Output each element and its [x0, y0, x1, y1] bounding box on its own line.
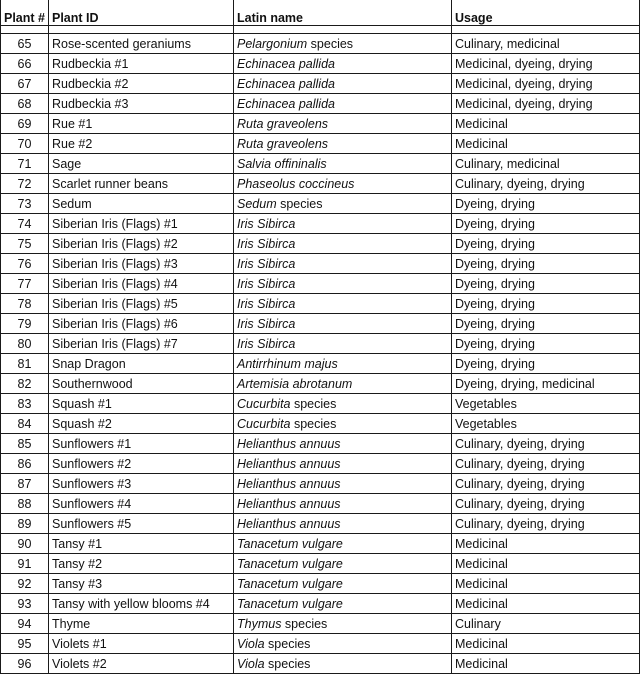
plant-id-cell: Siberian Iris (Flags) #2 [49, 234, 234, 254]
latin-name-italic: Iris Sibirca [237, 296, 296, 311]
table-row [1, 354, 640, 374]
latin-name-suffix: species [290, 416, 337, 431]
latin-name-italic: Ruta graveolens [237, 116, 329, 131]
usage-cell: Dyeing, drying [452, 194, 640, 214]
table-row [1, 514, 640, 534]
plant-number-cell: 86 [1, 454, 49, 474]
plant-number-cell: 76 [1, 254, 49, 274]
latin-name-cell [234, 174, 452, 194]
latin-name-italic: Helianthus annuus [237, 436, 341, 451]
table-row [1, 294, 640, 314]
latin-name-cell [234, 134, 452, 154]
latin-name-cell [234, 514, 452, 534]
usage-cell: Medicinal [452, 534, 640, 554]
plant-id-cell: Sunflowers #5 [49, 514, 234, 534]
plant-number-cell: 82 [1, 374, 49, 394]
latin-name-cell [234, 534, 452, 554]
plant-number-cell: 69 [1, 114, 49, 134]
plant-number-cell: 95 [1, 634, 49, 654]
plant-id-cell: Sunflowers #4 [49, 494, 234, 514]
usage-cell: Dyeing, drying [452, 334, 640, 354]
usage-cell: Medicinal, dyeing, drying [452, 74, 640, 94]
usage-cell: Medicinal [452, 114, 640, 134]
latin-name-cell [234, 594, 452, 614]
usage-cell: Dyeing, drying [452, 294, 640, 314]
latin-name-cell [234, 114, 452, 134]
latin-name-cell [234, 234, 452, 254]
header-row [1, 0, 640, 26]
latin-name-italic: Iris Sibirca [237, 256, 296, 271]
plant-id-cell: Sunflowers #2 [49, 454, 234, 474]
spacer-row [1, 26, 640, 34]
table-row [1, 234, 640, 254]
latin-name-suffix: species [281, 616, 328, 631]
latin-name-cell [234, 394, 452, 414]
latin-name-italic: Tanacetum vulgare [237, 596, 343, 611]
latin-name-cell [234, 634, 452, 654]
latin-name-cell [234, 54, 452, 74]
latin-name-italic: Echinacea pallida [237, 76, 335, 91]
latin-name-italic: Echinacea pallida [237, 96, 335, 111]
latin-name-italic: Tanacetum vulgare [237, 536, 343, 551]
plant-id-cell: Squash #1 [49, 394, 234, 414]
latin-name-cell [234, 354, 452, 374]
latin-name-cell [234, 574, 452, 594]
table-row [1, 614, 640, 634]
latin-name-cell [234, 194, 452, 214]
table-row [1, 174, 640, 194]
latin-name-italic: Sedum [237, 196, 277, 211]
plant-id-cell: Tansy #1 [49, 534, 234, 554]
table-row [1, 374, 640, 394]
latin-name-cell [234, 254, 452, 274]
plant-number-cell: 92 [1, 574, 49, 594]
plant-id-cell: Siberian Iris (Flags) #6 [49, 314, 234, 334]
usage-cell: Dyeing, drying [452, 214, 640, 234]
plant-number-cell: 80 [1, 334, 49, 354]
latin-name-cell [234, 294, 452, 314]
usage-cell: Medicinal [452, 654, 640, 674]
latin-name-cell [234, 554, 452, 574]
table-row [1, 334, 640, 354]
usage-cell: Culinary, dyeing, drying [452, 434, 640, 454]
plant-id-cell: Southernwood [49, 374, 234, 394]
latin-name-italic: Viola [237, 656, 265, 671]
latin-name-italic: Helianthus annuus [237, 456, 341, 471]
latin-name-italic: Thymus [237, 616, 282, 631]
plant-id-cell: Tansy #2 [49, 554, 234, 574]
plant-id-cell: Sage [49, 154, 234, 174]
usage-cell: Dyeing, drying [452, 254, 640, 274]
usage-cell: Medicinal [452, 134, 640, 154]
latin-name-cell [234, 374, 452, 394]
latin-name-italic: Iris Sibirca [237, 336, 296, 351]
plant-id-cell: Scarlet runner beans [49, 174, 234, 194]
table-row [1, 134, 640, 154]
latin-name-cell [234, 434, 452, 454]
plant-id-cell: Tansy #3 [49, 574, 234, 594]
plant-number-cell: 72 [1, 174, 49, 194]
latin-name-italic: Iris Sibirca [237, 316, 296, 331]
plant-number-cell: 81 [1, 354, 49, 374]
table-row [1, 194, 640, 214]
plant-id-cell: Tansy with yellow blooms #4 [49, 594, 234, 614]
latin-name-cell [234, 94, 452, 114]
table-row [1, 574, 640, 594]
latin-name-italic: Iris Sibirca [237, 236, 296, 251]
plant-id-cell: Rudbeckia #3 [49, 94, 234, 114]
usage-cell: Medicinal [452, 594, 640, 614]
plant-number-cell: 84 [1, 414, 49, 434]
plant-number-cell: 88 [1, 494, 49, 514]
table-row [1, 434, 640, 454]
usage-cell: Vegetables [452, 414, 640, 434]
plant-id-cell: Thyme [49, 614, 234, 634]
latin-name-cell [234, 34, 452, 54]
usage-cell: Medicinal [452, 634, 640, 654]
usage-cell: Medicinal [452, 574, 640, 594]
latin-name-suffix: species [264, 656, 311, 671]
table-row [1, 494, 640, 514]
usage-cell: Culinary, dyeing, drying [452, 494, 640, 514]
plant-number-cell: 73 [1, 194, 49, 214]
plant-number-cell: 75 [1, 234, 49, 254]
latin-name-italic: Pelargonium [237, 36, 308, 51]
latin-name-italic: Viola [237, 636, 265, 651]
latin-name-italic: Echinacea pallida [237, 56, 335, 71]
usage-cell: Culinary, dyeing, drying [452, 454, 640, 474]
latin-name-cell [234, 154, 452, 174]
table-row [1, 154, 640, 174]
plant-id-cell: Sunflowers #3 [49, 474, 234, 494]
latin-name-italic: Helianthus annuus [237, 516, 341, 531]
header-usage: Usage [452, 0, 640, 26]
header-latin-name: Latin name [234, 0, 452, 26]
plant-id-cell: Violets #1 [49, 634, 234, 654]
latin-name-cell [234, 274, 452, 294]
latin-name-cell [234, 474, 452, 494]
plant-number-cell: 65 [1, 34, 49, 54]
table-row [1, 214, 640, 234]
header-plant-id: Plant ID [49, 0, 234, 26]
table-row [1, 94, 640, 114]
latin-name-italic: Cucurbita [237, 396, 291, 411]
plant-number-cell: 67 [1, 74, 49, 94]
latin-name-suffix: species [307, 36, 354, 51]
plant-number-cell: 71 [1, 154, 49, 174]
latin-name-cell [234, 414, 452, 434]
table-row [1, 274, 640, 294]
plant-id-cell: Rose-scented geraniums [49, 34, 234, 54]
plant-id-cell: Rue #1 [49, 114, 234, 134]
latin-name-cell [234, 614, 452, 634]
latin-name-italic: Phaseolus coccineus [237, 176, 355, 191]
table-row [1, 594, 640, 614]
table-row [1, 454, 640, 474]
table-row [1, 254, 640, 274]
usage-cell: Dyeing, drying [452, 314, 640, 334]
table-row [1, 414, 640, 434]
plant-number-cell: 77 [1, 274, 49, 294]
plant-id-cell: Rudbeckia #1 [49, 54, 234, 74]
table-row [1, 114, 640, 134]
plant-id-cell: Rudbeckia #2 [49, 74, 234, 94]
latin-name-italic: Helianthus annuus [237, 476, 341, 491]
usage-cell: Medicinal, dyeing, drying [452, 54, 640, 74]
plant-number-cell: 83 [1, 394, 49, 414]
plant-id-cell: Sedum [49, 194, 234, 214]
table-row [1, 314, 640, 334]
plant-number-cell: 79 [1, 314, 49, 334]
table-row [1, 34, 640, 54]
usage-cell: Culinary, medicinal [452, 154, 640, 174]
plant-number-cell: 74 [1, 214, 49, 234]
plant-number-cell: 85 [1, 434, 49, 454]
plant-number-cell: 68 [1, 94, 49, 114]
plant-number-cell: 91 [1, 554, 49, 574]
plant-id-cell: Sunflowers #1 [49, 434, 234, 454]
plant-number-cell: 66 [1, 54, 49, 74]
plant-id-cell: Siberian Iris (Flags) #7 [49, 334, 234, 354]
usage-cell: Vegetables [452, 394, 640, 414]
latin-name-italic: Helianthus annuus [237, 496, 341, 511]
usage-cell: Dyeing, drying, medicinal [452, 374, 640, 394]
plant-id-cell: Squash #2 [49, 414, 234, 434]
latin-name-italic: Antirrhinum majus [237, 356, 338, 371]
latin-name-cell [234, 454, 452, 474]
table-row [1, 474, 640, 494]
latin-name-italic: Artemisia abrotanum [237, 376, 353, 391]
latin-name-cell [234, 334, 452, 354]
plant-id-cell: Snap Dragon [49, 354, 234, 374]
usage-cell: Medicinal, dyeing, drying [452, 94, 640, 114]
latin-name-italic: Ruta graveolens [237, 136, 329, 151]
plant-id-cell: Siberian Iris (Flags) #3 [49, 254, 234, 274]
plant-number-cell: 90 [1, 534, 49, 554]
plant-number-cell: 89 [1, 514, 49, 534]
table-body [1, 34, 640, 674]
latin-name-italic: Tanacetum vulgare [237, 576, 343, 591]
table-row [1, 534, 640, 554]
latin-name-cell [234, 214, 452, 234]
latin-name-italic: Salvia offininalis [237, 156, 327, 171]
plant-number-cell: 78 [1, 294, 49, 314]
table-row [1, 554, 640, 574]
plant-number-cell: 94 [1, 614, 49, 634]
latin-name-cell [234, 494, 452, 514]
usage-cell: Culinary, dyeing, drying [452, 474, 640, 494]
spacer-cell [234, 26, 452, 34]
plant-number-cell: 96 [1, 654, 49, 674]
latin-name-suffix: species [276, 196, 323, 211]
latin-name-suffix: species [264, 636, 311, 651]
plant-id-cell: Violets #2 [49, 654, 234, 674]
usage-cell: Culinary, dyeing, drying [452, 514, 640, 534]
usage-cell: Culinary [452, 614, 640, 634]
spacer-cell [49, 26, 234, 34]
latin-name-cell [234, 654, 452, 674]
plant-id-cell: Rue #2 [49, 134, 234, 154]
usage-cell: Medicinal [452, 554, 640, 574]
latin-name-suffix: species [290, 396, 337, 411]
usage-cell: Dyeing, drying [452, 274, 640, 294]
plant-id-cell: Siberian Iris (Flags) #4 [49, 274, 234, 294]
table-row [1, 74, 640, 94]
plant-number-cell: 70 [1, 134, 49, 154]
table-row [1, 634, 640, 654]
usage-cell: Culinary, medicinal [452, 34, 640, 54]
plant-number-cell: 93 [1, 594, 49, 614]
spacer-cell [452, 26, 640, 34]
plant-id-cell: Siberian Iris (Flags) #5 [49, 294, 234, 314]
plant-number-cell: 87 [1, 474, 49, 494]
latin-name-italic: Cucurbita [237, 416, 291, 431]
latin-name-italic: Iris Sibirca [237, 276, 296, 291]
table-row [1, 654, 640, 674]
spacer-cell [1, 26, 49, 34]
latin-name-italic: Tanacetum vulgare [237, 556, 343, 571]
usage-cell: Dyeing, drying [452, 354, 640, 374]
usage-cell: Culinary, dyeing, drying [452, 174, 640, 194]
usage-cell: Dyeing, drying [452, 234, 640, 254]
plant-id-cell: Siberian Iris (Flags) #1 [49, 214, 234, 234]
table-row [1, 54, 640, 74]
latin-name-italic: Iris Sibirca [237, 216, 296, 231]
latin-name-cell [234, 74, 452, 94]
header-plant-num: Plant # [1, 0, 49, 26]
latin-name-cell [234, 314, 452, 334]
table-row [1, 394, 640, 414]
